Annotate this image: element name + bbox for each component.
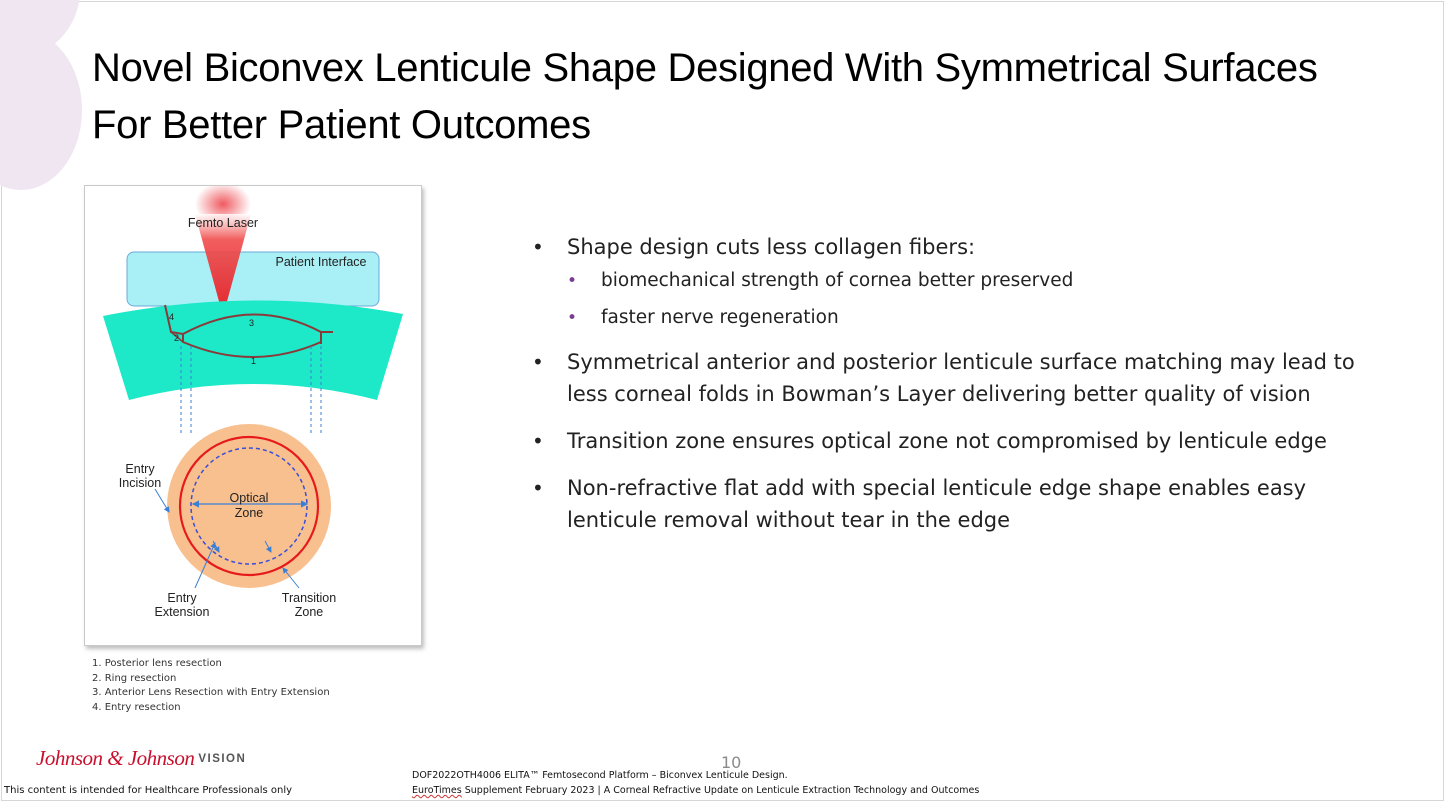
label-3: 3: [249, 318, 255, 328]
label-1: 1: [251, 356, 257, 366]
slide-title: [92, 40, 1392, 154]
logo-vision: VISION: [198, 753, 247, 765]
reference-detail: Supplement February 2023 | A Corneal Refractive Update on Lenticule Extraction Technology and Outcomes: [461, 785, 980, 796]
bullet-text: Transition zone ensures optical zone not compromised by lenticule edge: [567, 429, 1327, 453]
entry-incision-label-2: Incision: [118, 476, 162, 490]
bullet-list: [530, 231, 1400, 551]
company-logo: [36, 746, 246, 771]
figure-footnotes: [92, 657, 330, 715]
optical-label-2: Zone: [234, 506, 264, 520]
sub-bullet-list: [567, 268, 1400, 331]
entry-extension-label-1: Entry: [167, 591, 197, 605]
bullet-item: [530, 425, 1400, 457]
hcp-disclaimer: This content is intended for Healthcare Professionals only: [4, 785, 293, 796]
reference-line-2: [412, 783, 979, 798]
bullet-text: Non-refractive flat add with special lenticule edge shape enables easy lenticule removal without tear in the edge: [567, 476, 1307, 532]
footnote-1: 1. Posterior lens resection: [92, 658, 222, 669]
sub-bullet-dot: •: [567, 308, 578, 328]
transition-zone-label-1: Transition: [281, 591, 337, 605]
title-line-1: Novel Biconvex Lenticule Shape Designed With Symmetrical Surfaces: [92, 46, 1318, 90]
bullet-dot: •: [532, 429, 544, 453]
footnote-4: 4. Entry resection: [92, 701, 181, 713]
bullet-dot: •: [532, 476, 544, 500]
bullet-item: [530, 231, 1400, 331]
label-4: 4: [169, 312, 175, 322]
footnote-3: 3. Anterior Lens Resection with Entry Extension: [92, 687, 330, 698]
reference-journal: EuroTimes: [412, 785, 462, 796]
page-number: 10: [721, 753, 742, 772]
bullet-item: [530, 346, 1400, 410]
transition-zone-label-2: Zone: [294, 605, 324, 619]
bullet-text: Symmetrical anterior and posterior lenticule surface matching may lead to less corneal folds in Bowman’s Layer delivering better quality of vision: [567, 350, 1355, 406]
sub-bullet-text: biomechanical strength of cornea better preserved: [601, 270, 1074, 291]
title-line-2: For Better Patient Outcomes: [92, 103, 591, 147]
reference-line-1: DOF2022OTH4006 ELITA™ Femtosecond Platform – Biconvex Lenticule Design.: [412, 770, 788, 781]
lenticule-diagram: [84, 185, 422, 646]
sub-bullet-item: [567, 305, 1400, 331]
sub-bullet-item: [567, 268, 1400, 294]
sub-bullet-text: faster nerve regeneration: [601, 307, 839, 328]
footnote-2: 2. Ring resection: [92, 672, 177, 684]
reference-citation: [412, 768, 979, 798]
entry-extension-label-2: Extension: [154, 605, 210, 619]
bullet-text: Shape design cuts less collagen fibers:: [567, 235, 976, 259]
optical-label-1: Optical: [229, 491, 269, 505]
logo-brand: Johnson & Johnson: [36, 746, 195, 770]
lenticule-diagram-svg: [85, 186, 421, 645]
bullet-dot: •: [532, 235, 544, 259]
sub-bullet-dot: •: [567, 271, 578, 291]
label-2: 2: [174, 333, 180, 343]
femto-laser-label: Femto Laser: [187, 216, 259, 230]
entry-incision-label-1: Entry: [125, 462, 155, 476]
bullet-dot: •: [532, 350, 544, 374]
bullet-item: [530, 472, 1400, 536]
patient-interface-label: Patient Interface: [275, 255, 367, 269]
